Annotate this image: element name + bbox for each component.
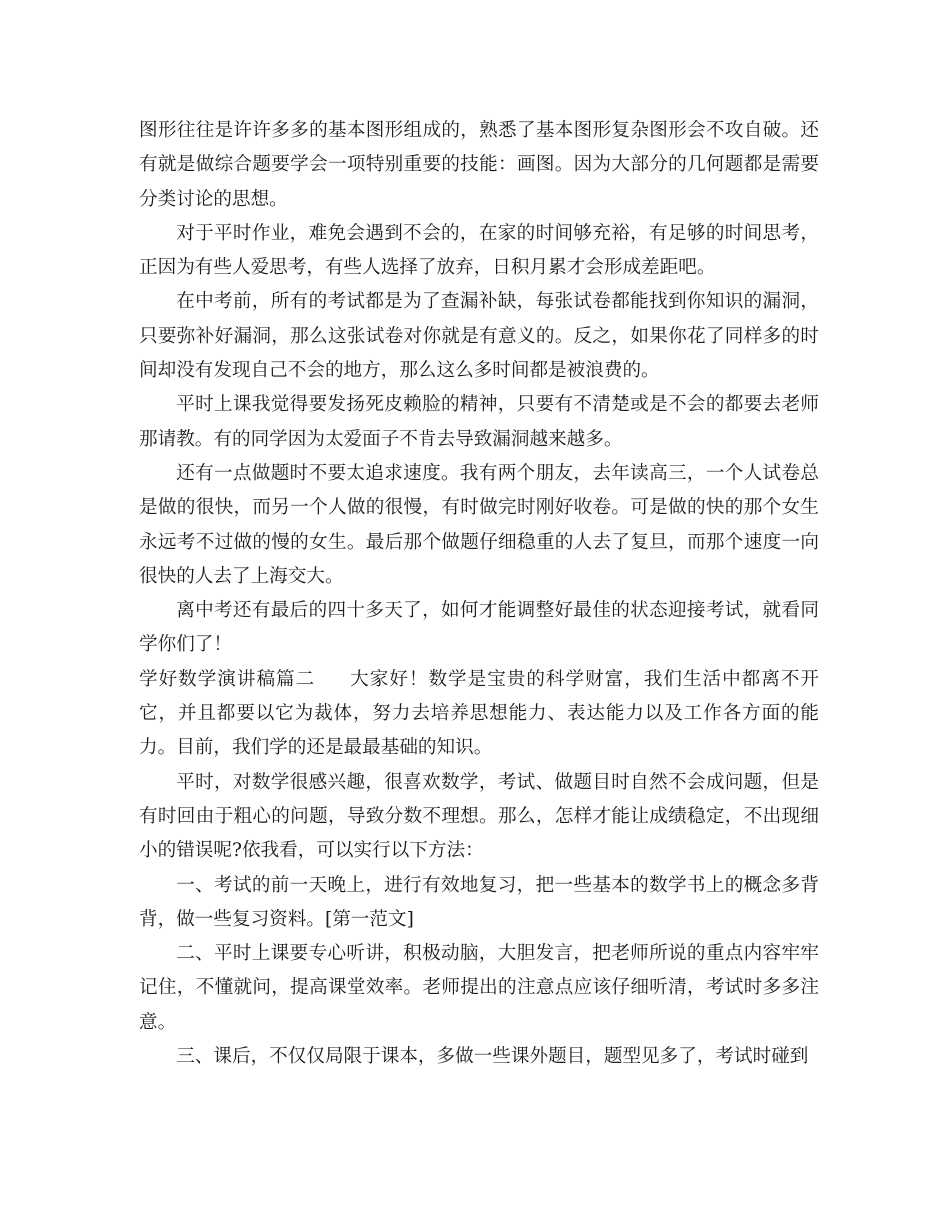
paragraph-3: 在中考前，所有的考试都是为了查漏补缺，每张试卷都能找到你知识的漏洞，只要弥补好漏洞，那么这张试卷对你就是有意义的。反之，如果你花了同样多的时间却没有发现自己不会的地方，那么这么多时间都是被浪费的。 bbox=[139, 291, 819, 382]
paragraph-9: 二、平时上课要专心听讲，积极动脑，大胆发言，把老师所说的重点内容牢牢记住，不懂就问，提高课堂效率。老师提出的注意点应该仔细听清，考试时多多注意。 bbox=[139, 943, 819, 1033]
paragraph-1: 图形往往是许许多多的基本图形组成的，熟悉了基本图形复杂图形会不攻自破。还有就是做综合题要学会一项特别重要的技能：画图。因为大部分的几何题都是需要分类讨论的思想。 bbox=[139, 120, 819, 210]
paragraph-10: 三、课后，不仅仅局限于课本，多做一些课外题目，题型见多了，考试时碰到 bbox=[176, 1046, 809, 1068]
paragraph-4: 平时上课我觉得要发扬死皮赖脸的精神，只要有不清楚或是不会的都要去老师那请教。有的同学因为太爱面子不肯去导致漏洞越来越多。 bbox=[139, 394, 819, 450]
section-paragraph bbox=[139, 663, 819, 766]
paragraph-7: 平时，对数学很感兴趣，很喜欢数学，考试、做题目时自然不会成问题，但是有时回由于粗心的问题，导致分数不理想。那么，怎样才能让成绩稳定，不出现细小的错误呢?依我看，可以实行以下方法： bbox=[139, 771, 819, 862]
paragraph-8: 一、考试的前一天晚上，进行有效地复习，把一些基本的数学书上的概念多背背，做一些复习资料。[第一范文] bbox=[139, 874, 819, 930]
paragraph-5: 还有一点做题时不要太追求速度。我有两个朋友，去年读高三，一个人试卷总是做的很快，而另一个人做的很慢，有时做完时刚好收卷。可是做的快的那个女生永远考不过做的慢的女生。最后那个做题仔细稳重的人去了复旦，而那个速度一向很快的人去了上海交大。 bbox=[139, 462, 819, 587]
paragraph-2: 对于平时作业，难免会遇到不会的，在家的时间够充裕，有足够的时间思考，正因为有些人爱思考，有些人选择了放弃，日积月累才会形成差距吧。 bbox=[139, 222, 819, 279]
document-body bbox=[139, 114, 819, 1074]
paragraph-6: 离中考还有最后的四十多天了，如何才能调整好最佳的状态迎接考试，就看同学你们了！ bbox=[139, 600, 819, 656]
section-title: 学好数学演讲稿篇二 bbox=[139, 668, 316, 690]
section-lead: 大家好！数学是宝贵的科学财富，我们生活中都离不开它，并且都要以它为裁体，努力去培养思想能力、表达能力以及工作各方面的能力。目前，我们学的还是最最基础的知识。 bbox=[139, 668, 819, 759]
